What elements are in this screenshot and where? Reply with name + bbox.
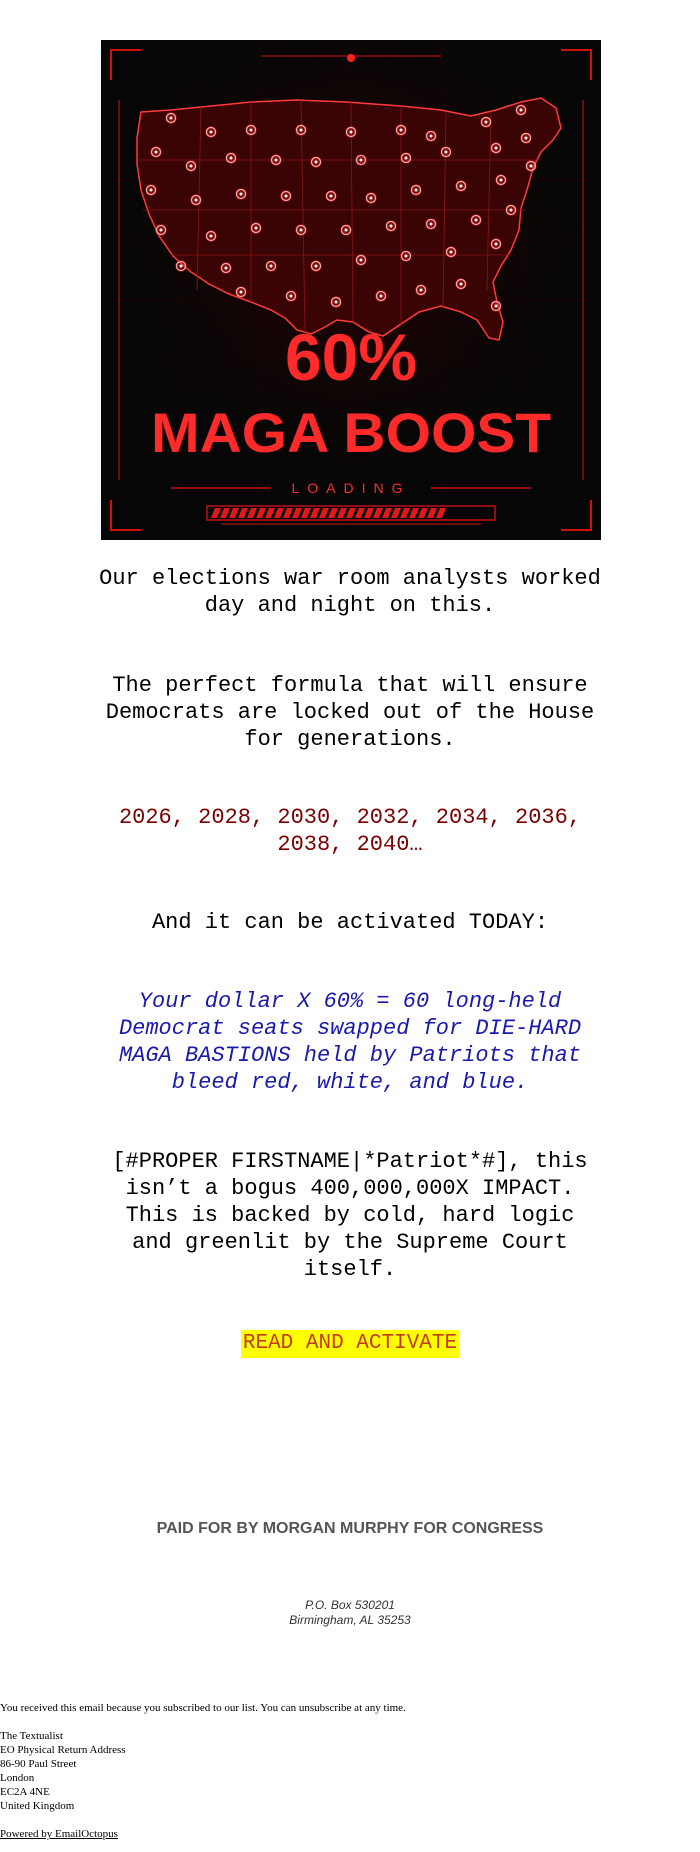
target-icon bbox=[190, 194, 202, 206]
target-icon bbox=[245, 124, 257, 136]
target-icon bbox=[355, 154, 367, 166]
target-icon bbox=[400, 152, 412, 164]
footer-address-line: The Textualist bbox=[0, 1730, 63, 1742]
target-icon bbox=[525, 160, 537, 172]
target-icon bbox=[330, 296, 342, 308]
target-icon bbox=[345, 126, 357, 138]
target-icon bbox=[235, 286, 247, 298]
target-icon bbox=[225, 152, 237, 164]
hero-banner-image[interactable] bbox=[101, 40, 601, 540]
target-icon bbox=[395, 124, 407, 136]
target-icon bbox=[325, 190, 337, 202]
cta-container bbox=[0, 1330, 700, 1358]
intro-text: Our elections war room analysts worked day and night on this. bbox=[99, 566, 601, 618]
target-icon bbox=[375, 290, 387, 302]
target-icon bbox=[365, 192, 377, 204]
target-icon bbox=[145, 184, 157, 196]
target-icon bbox=[165, 112, 177, 124]
emailoctopus-link[interactable]: EmailOctopus bbox=[55, 1828, 118, 1840]
target-icon bbox=[385, 220, 397, 232]
target-icon bbox=[425, 218, 437, 230]
target-icon bbox=[270, 154, 282, 166]
target-icon bbox=[400, 250, 412, 262]
email-footer bbox=[0, 1701, 700, 1841]
target-icon bbox=[235, 188, 247, 200]
years-text: 2026, 2028, 2030, 2032, 2034, 2036, 2038, 2040… bbox=[118, 805, 582, 857]
target-icon bbox=[155, 224, 167, 236]
target-icon bbox=[415, 284, 427, 296]
target-icon bbox=[470, 214, 482, 226]
target-icon bbox=[310, 260, 322, 272]
target-icon bbox=[455, 180, 467, 192]
paid-for-disclaimer: PAID FOR BY MORGAN MURPHY FOR CONGRESS bbox=[156, 1520, 544, 1537]
powered-by bbox=[0, 1827, 700, 1841]
target-icon bbox=[280, 190, 292, 202]
target-icon bbox=[480, 116, 492, 128]
patriot-message-text: [#PROPER FIRSTNAME|*Patriot*#], this isn’t a bogus 400,000,000X IMPACT. This is backed by cold, hard logic and greenlit by the Supreme Court itself. bbox=[112, 1149, 588, 1282]
footer-address-line: United Kingdom bbox=[0, 1800, 75, 1812]
loading-label: LOADING bbox=[291, 480, 411, 496]
target-icon bbox=[440, 146, 452, 158]
target-icon bbox=[220, 262, 232, 274]
target-icon bbox=[340, 224, 352, 236]
activate-today-text: And it can be activated TODAY: bbox=[151, 910, 549, 935]
target-icon bbox=[265, 260, 277, 272]
hud-heart-dot bbox=[347, 54, 355, 62]
target-icon bbox=[175, 260, 187, 272]
target-icon bbox=[295, 224, 307, 236]
target-icon bbox=[445, 246, 457, 258]
campaign-address bbox=[0, 1598, 700, 1628]
target-icon bbox=[250, 222, 262, 234]
footer-address-line: EO Physical Return Address bbox=[0, 1744, 126, 1756]
target-icon bbox=[410, 184, 422, 196]
target-icon bbox=[505, 204, 517, 216]
target-icon bbox=[295, 124, 307, 136]
target-icon bbox=[355, 254, 367, 266]
address-line-1: P.O. Box 530201 bbox=[305, 1598, 395, 1612]
target-icon bbox=[490, 142, 502, 154]
address-line-2: Birmingham, AL 35253 bbox=[289, 1613, 411, 1627]
target-icon bbox=[455, 278, 467, 290]
target-icon bbox=[490, 300, 502, 312]
footer-address-line: EC2A 4NE bbox=[0, 1786, 50, 1798]
target-icon bbox=[205, 230, 217, 242]
target-icon bbox=[185, 160, 197, 172]
target-icon bbox=[150, 146, 162, 158]
subscription-notice: You received this email because you subscribed to our list. You can unsubscribe at any time. bbox=[0, 1702, 406, 1714]
footer-address-line: London bbox=[0, 1772, 35, 1784]
target-icon bbox=[425, 130, 437, 142]
dollar-impact-text: Your dollar X 60% = 60 long-held Democrat seats swapped for DIE-HARD MAGA BASTIONS held by Patriots that bleed red, white, and blue. bbox=[118, 989, 582, 1095]
target-icon bbox=[520, 132, 532, 144]
target-icon bbox=[495, 174, 507, 186]
formula-text: The perfect formula that will ensure Democrats are locked out of the House for generations. bbox=[105, 673, 595, 752]
maga-boost-graphic bbox=[101, 40, 601, 540]
powered-by-prefix[interactable]: Powered by bbox=[0, 1828, 55, 1840]
footer-address-line: 86-90 Paul Street bbox=[0, 1758, 77, 1770]
target-icon bbox=[285, 290, 297, 302]
target-icon bbox=[205, 126, 217, 138]
target-icon bbox=[310, 156, 322, 168]
read-and-activate-button[interactable]: READ AND ACTIVATE bbox=[241, 1330, 459, 1358]
target-icon bbox=[490, 238, 502, 250]
hero-maga-boost-text: MAGA BOOST bbox=[151, 401, 551, 464]
target-icon bbox=[515, 104, 527, 116]
hero-percent-text: 60% bbox=[284, 320, 418, 394]
